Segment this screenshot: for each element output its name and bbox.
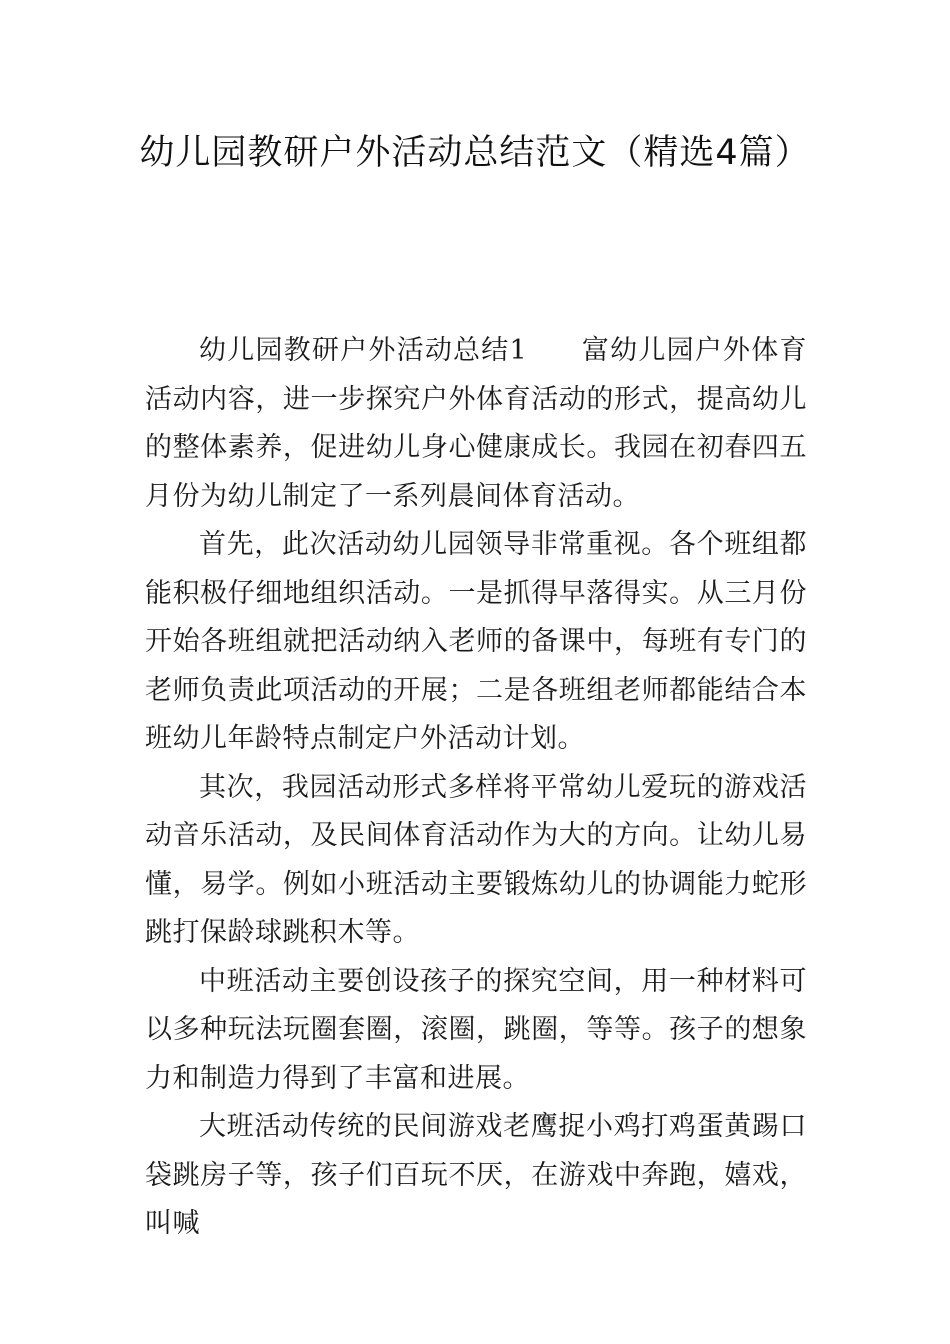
document-body — [145, 327, 807, 1249]
paragraph-4: 中班活动主要创设孩子的探究空间，用一种材料可以多种玩法玩圈套圈，滚圈，跳圈，等等。孩子的想象力和制造力得到了丰富和进展。 — [145, 965, 807, 1094]
paragraph-3: 其次，我园活动形式多样将平常幼儿爱玩的游戏活动音乐活动，及民间体育活动作为大的方向。让幼儿易懂，易学。例如小班活动主要锻炼幼儿的协调能力蛇形跳打保龄球跳积木等。 — [145, 771, 807, 948]
paragraph-1-text: 富幼儿园户外体育活动内容，进一步探究户外体育活动的形式，提高幼儿的整体素养，促进幼儿身心健康成长。我园在初春四五月份为幼儿制定了一系列晨间体育活动。 — [145, 335, 808, 512]
paragraph-1 — [145, 327, 807, 521]
paragraph-5: 大班活动传统的民间游戏老鹰捉小鸡打鸡蛋黄踢口袋跳房子等，孩子们百玩不厌，在游戏中奔跑，嬉戏，叫喊 — [145, 1111, 807, 1239]
section-heading: 幼儿园教研户外活动总结1 — [199, 335, 528, 366]
paragraph-2: 首先，此次活动幼儿园领导非常重视。各个班组都能积极仔细地组织活动。一是抓得早落得实。从三月份开始各班组就把活动纳入老师的备课中，每班有专门的老师负责此项活动的开展；二是各班组老师都能结合本班幼儿年龄特点制定户外活动计划。 — [145, 529, 807, 754]
document-title: 幼儿园教研户外活动总结范文（精选4篇） — [139, 133, 811, 173]
